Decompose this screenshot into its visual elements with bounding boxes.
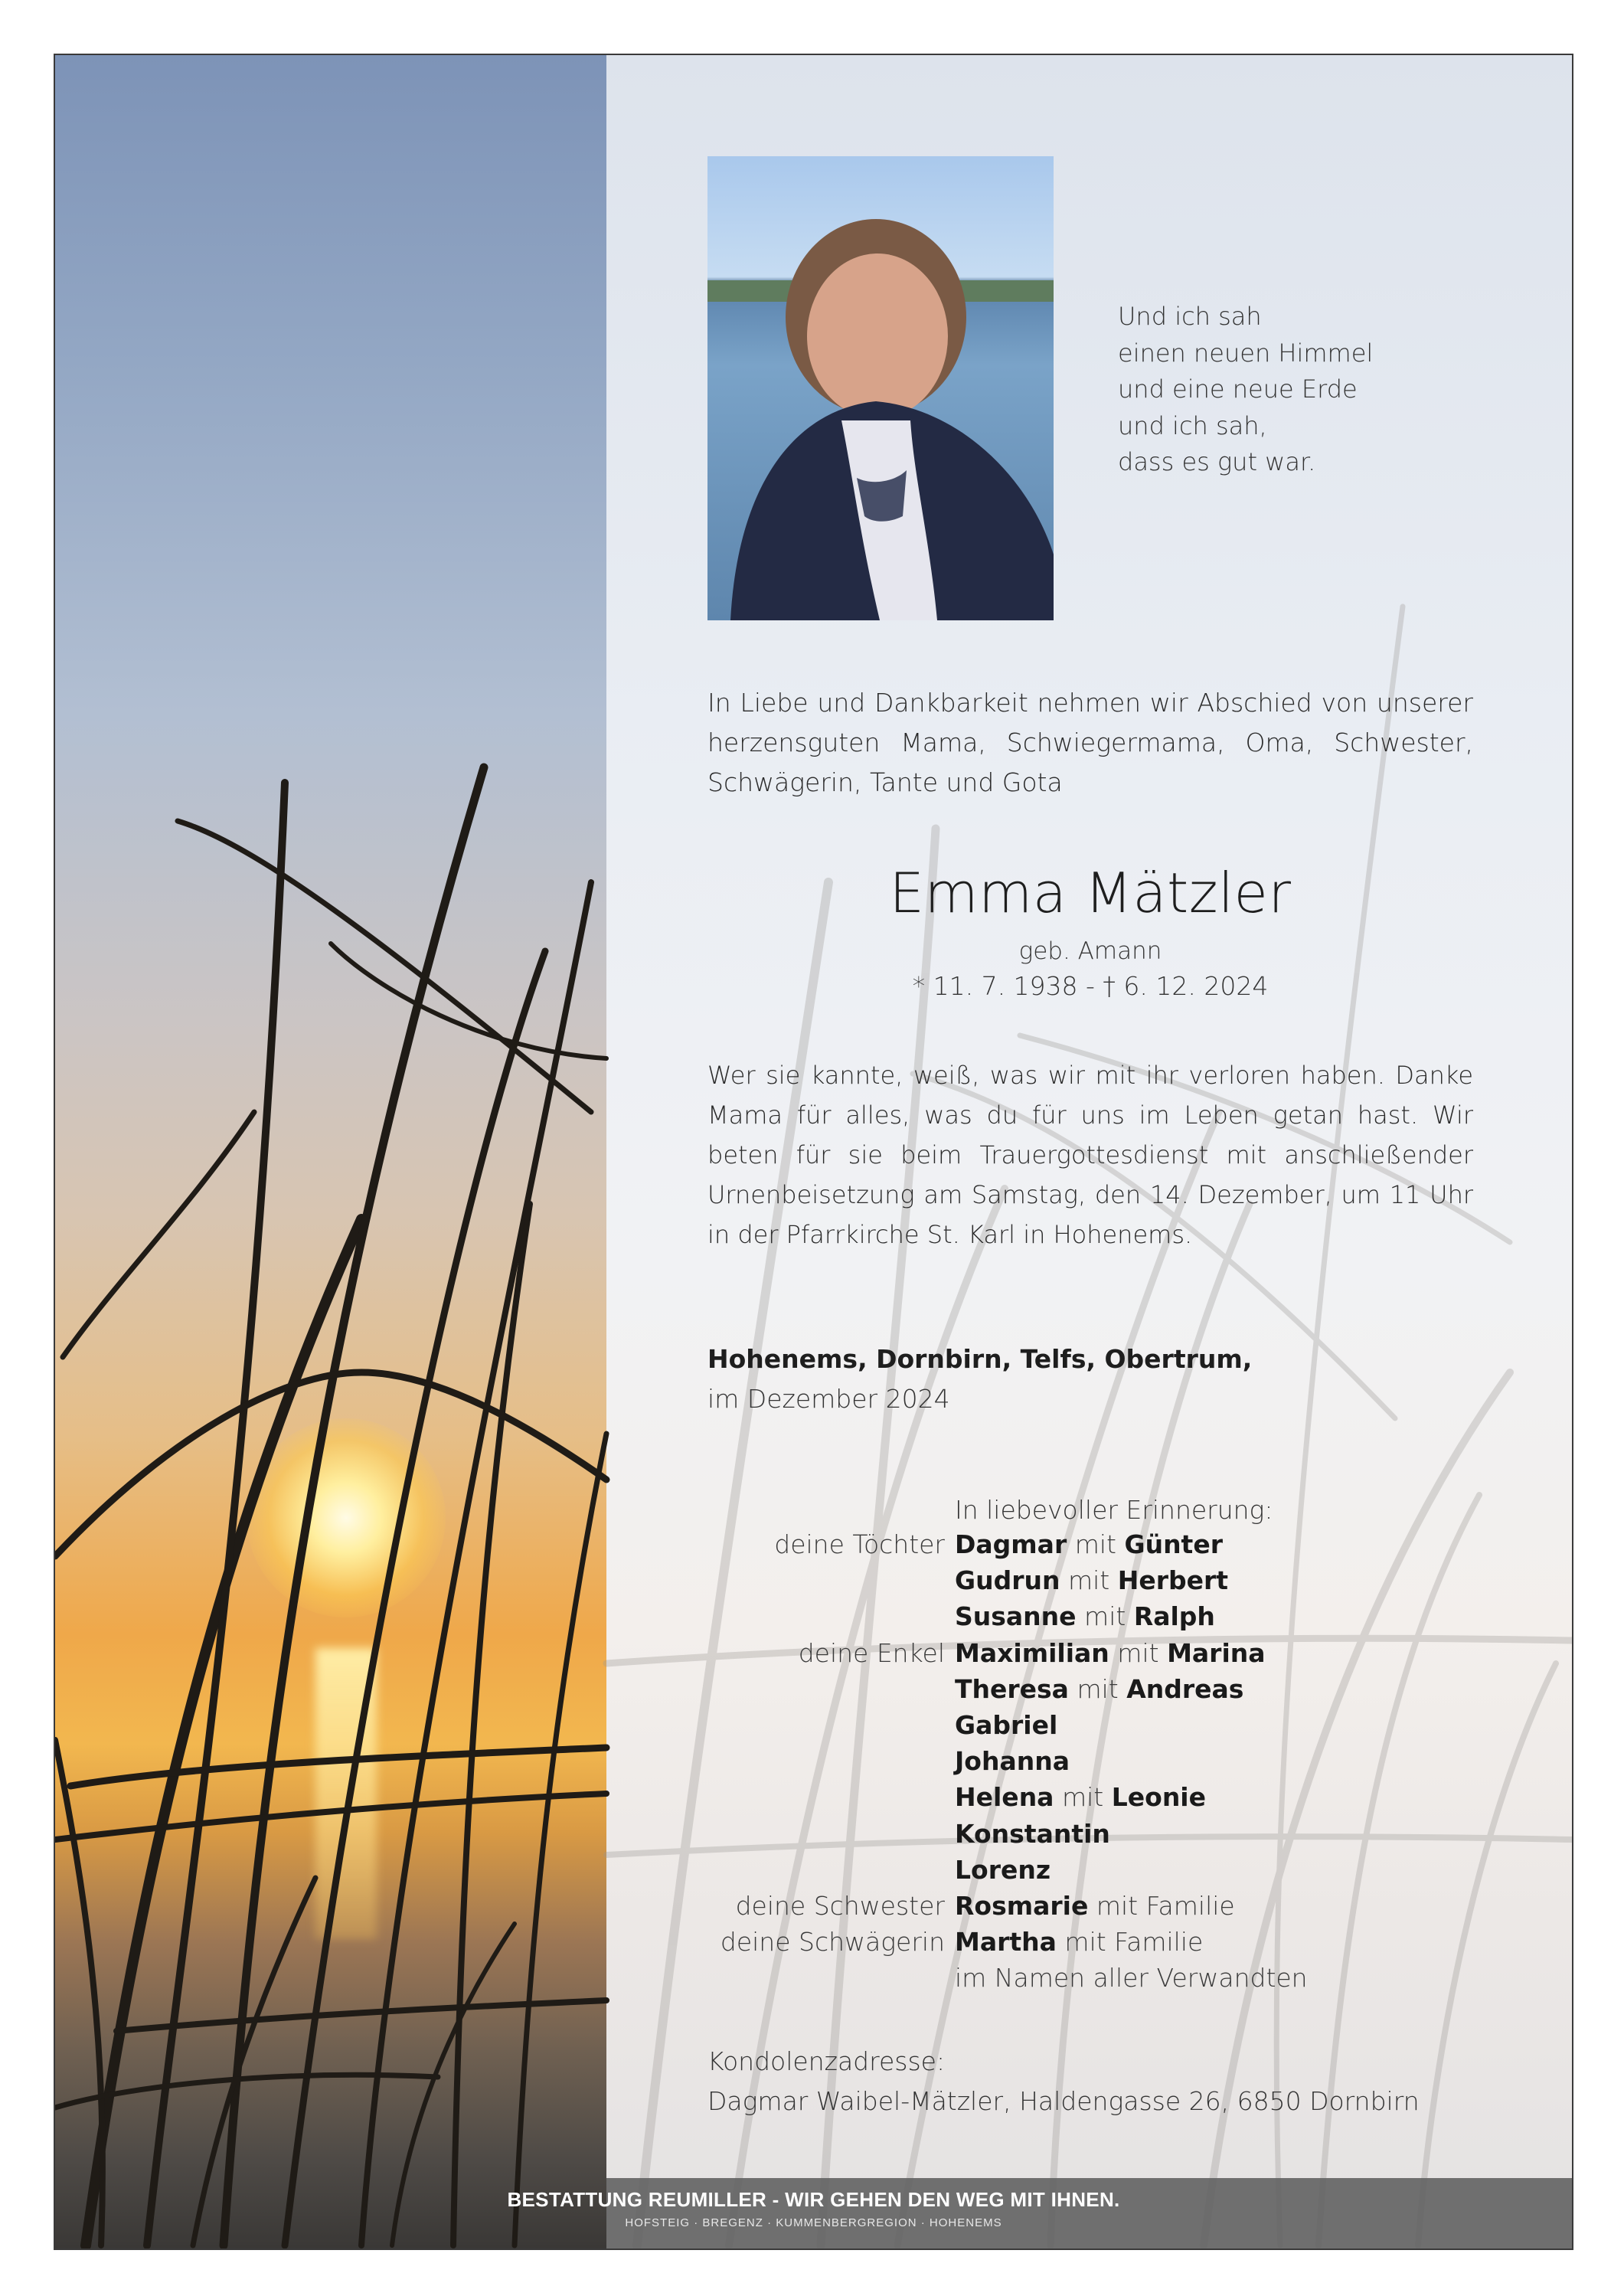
- family-row: [707, 1638, 1488, 1674]
- family-role: deine Schwägerin: [720, 1927, 945, 1957]
- family-row: [707, 1529, 1488, 1565]
- family-connector: im Namen aller Verwandten: [955, 1963, 1308, 1993]
- remembrance-heading: In liebevoller Erinnerung:: [955, 1495, 1273, 1525]
- family-partner: Marina: [1167, 1637, 1266, 1668]
- family-partner: Andreas: [1126, 1673, 1244, 1704]
- poem: [1118, 299, 1373, 481]
- family-partner: Leonie: [1111, 1782, 1207, 1813]
- family-name: Rosmarie: [955, 1890, 1089, 1921]
- family-role: deine Enkel: [798, 1637, 945, 1668]
- memorial-message: Wer sie kannte, weiß, was wir mit ihr verloren haben. Danke Mama für alles, was du für uns im Leben getan hast. Wir beten für sie beim Trauergottesdienst mit anschließender Urnenbeisetzung am Samstag, den 14. Dezember, um 11 Uhr in der Pfarrkirche St. Karl in Hohenems.: [707, 1061, 1473, 1249]
- family-row: [707, 1601, 1488, 1637]
- sunset-reed-photo: [55, 55, 606, 2249]
- birth-name: geb. Amann: [1018, 937, 1162, 965]
- footer-locations: HOFSTEIG · BREGENZ · KUMMENBERGREGION · HOHENEMS: [625, 2216, 1002, 2229]
- family-row: [707, 1746, 1488, 1782]
- family-name: Maximilian: [955, 1637, 1109, 1668]
- family-connector: mit: [1074, 1529, 1116, 1559]
- family-connector: mit Familie: [1064, 1927, 1204, 1957]
- footer-slogan: BESTATTUNG REUMILLER - WIR GEHEN DEN WEG MIT IHNEN.: [507, 2188, 1120, 2211]
- family-connector: mit Familie: [1096, 1890, 1235, 1921]
- condolence-label: Kondolenzadresse:: [707, 2046, 946, 2076]
- sun: [247, 1418, 446, 1617]
- portrait-photo: [707, 156, 1054, 620]
- family-list: [707, 1529, 1488, 1999]
- intro-text: In Liebe und Dankbarkeit nehmen wir Abschied von unserer herzensguten Mama, Schwiegermama, Oma, Schwester, Schwägerin, Tante und Gota: [707, 688, 1473, 797]
- family-row: [707, 1819, 1488, 1855]
- family-connector: mit: [1077, 1673, 1119, 1704]
- poem-line: einen neuen Himmel: [1118, 338, 1374, 368]
- family-connector: mit: [1084, 1601, 1126, 1632]
- family-role: deine Töchter: [774, 1529, 945, 1559]
- family-row: [707, 1927, 1488, 1963]
- family-row: [707, 1963, 1488, 1999]
- family-row: [707, 1891, 1488, 1927]
- obituary-card: [54, 54, 1573, 2250]
- family-name: Helena: [955, 1782, 1054, 1813]
- family-connector: mit: [1117, 1637, 1159, 1668]
- family-connector: mit: [1061, 1782, 1104, 1813]
- family-name: Gudrun: [955, 1565, 1060, 1596]
- family-name: Martha: [955, 1927, 1057, 1957]
- poem-line: und ich sah,: [1118, 410, 1267, 440]
- condolence-address: Dagmar Waibel-Mätzler, Haldengasse 26, 6850 Dornbirn: [707, 2086, 1420, 2116]
- family-name: Gabriel: [955, 1709, 1058, 1740]
- poem-line: Und ich sah: [1118, 302, 1262, 331]
- sun-reflection: [315, 1648, 377, 1939]
- family-partner: Herbert: [1117, 1565, 1229, 1596]
- family-name: Lorenz: [955, 1854, 1051, 1885]
- family-partner: Günter: [1124, 1529, 1223, 1559]
- family-name: Theresa: [955, 1673, 1069, 1704]
- family-partner: Ralph: [1133, 1601, 1215, 1632]
- family-row: [707, 1710, 1488, 1746]
- life-dates: * 11. 7. 1938 - † 6. 12. 2024: [912, 971, 1269, 1001]
- family-name: Susanne: [955, 1601, 1077, 1632]
- places: Hohenems, Dornbirn, Telfs, Obertrum,: [707, 1344, 1253, 1374]
- family-row: [707, 1855, 1488, 1891]
- date-line: im Dezember 2024: [707, 1384, 950, 1414]
- family-name: Dagmar: [955, 1529, 1067, 1559]
- family-row: [707, 1674, 1488, 1710]
- poem-line: und eine neue Erde: [1118, 374, 1358, 404]
- deceased-name: Emma Mätzler: [889, 861, 1292, 925]
- family-name: Konstantin: [955, 1818, 1110, 1849]
- poem-line: dass es gut war.: [1118, 447, 1316, 476]
- family-role: deine Schwester: [735, 1890, 945, 1921]
- family-name: Johanna: [955, 1746, 1070, 1777]
- family-row: [707, 1782, 1488, 1818]
- family-connector: mit: [1067, 1565, 1110, 1596]
- family-row: [707, 1565, 1488, 1601]
